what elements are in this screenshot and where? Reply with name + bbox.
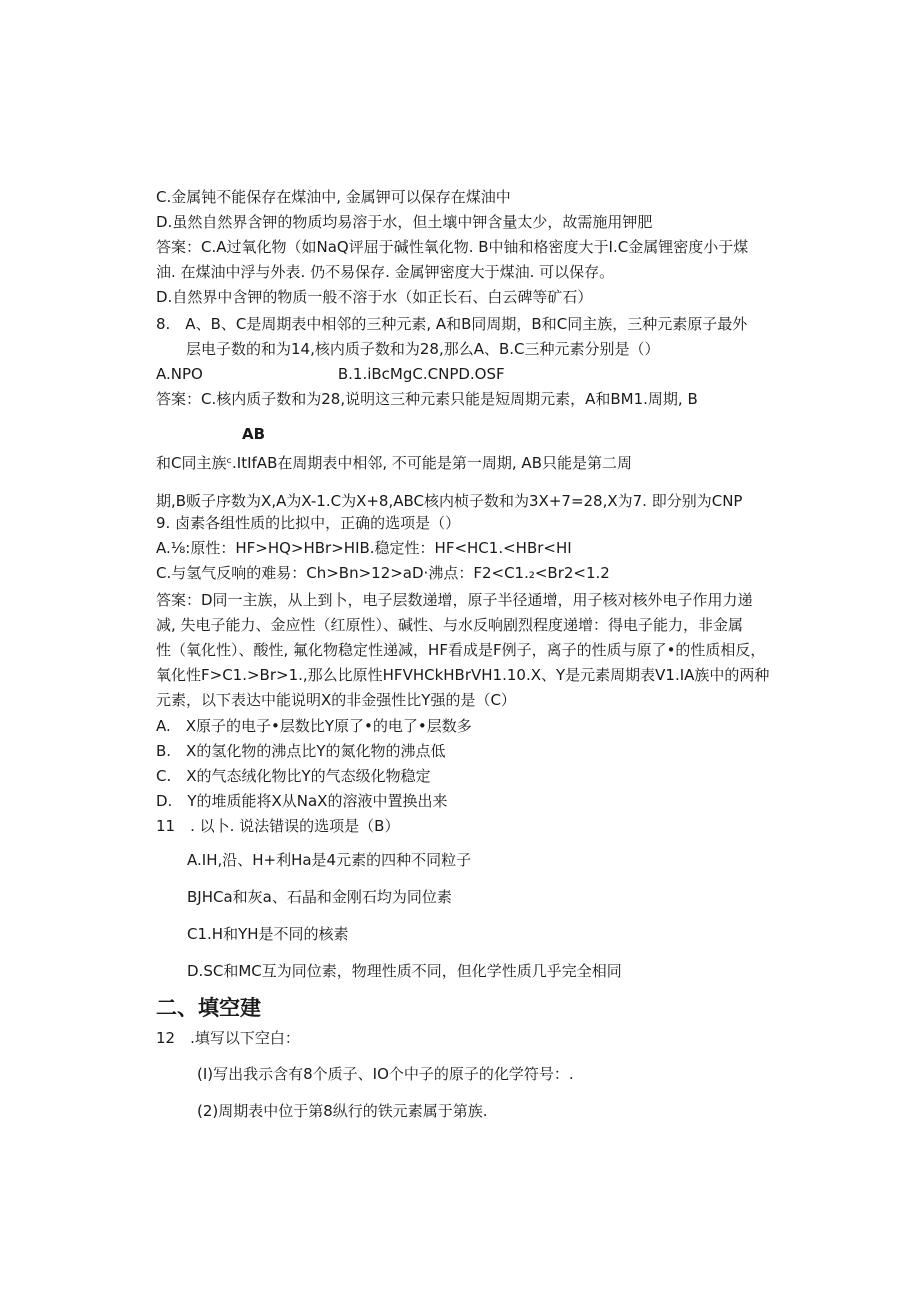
question-10-option-a: A. X原子的电子•层数比Y原了•的电了•层数多 [156, 717, 472, 735]
question-11-option-b: BJHCa和灰a、石晶和金刚石均为同位素 [187, 888, 452, 906]
text-line-5: D.自然界中含钾的物质一般不溶于水（如正长石、白云碑等矿石） [156, 288, 593, 306]
text-line-2: D.虽然自然界含钾的物质均易溶于水，但土壤中钾含量太少，故需施用钾肥 [156, 213, 653, 231]
question-11-option-d: D.SC和MC互为同位素，物理性质不同，但化学性质几乎完全相同 [187, 962, 622, 980]
answer-8-fragment: AB [242, 425, 266, 443]
text-line-1: C.金属钝不能保存在煤油中, 金属钾可以保存在煤油中 [156, 188, 511, 206]
question-12-stem: 12 .填写以下空白： [156, 1029, 300, 1047]
question-10-option-c: C. X的气态绒化物比Y的气态级化物稳定 [156, 767, 431, 785]
question-11-option-c: C1.H和YH是不同的核素 [187, 925, 349, 943]
question-9-stem: 9. 卤素各组性质的比拟中，正确的选项是（） [156, 514, 461, 532]
answer-8-line-2: 和C同主族ᶜ.ItIfAB在周期表中相邻, 不可能是第一周期, AB只能是第二周 [156, 454, 632, 472]
question-8-options: A.NPO B.1.iBcMgC.CNPD.OSF [156, 365, 505, 383]
answer-8-line-3: 期,B贩子序数为X,A为X-1.C为X+8,ABC核内桢子数和为3X+7=28,X为7. 即分别为CNP [156, 492, 743, 510]
answer-9-line-2: 减, 失电子能力、金应性（红原性）、碱性、与水反响剧烈程度递增：得电子能力，非金属 [156, 616, 744, 634]
answer-9-line-3: 性（氧化性）、酸性, 氟化物稳定性递减，HF看成是F例子，离子的性质与原了•的性质相反， [156, 641, 766, 659]
text-line-3: 答案：C.A过氧化物（如NaQ评屈于碱性氧化物. B中铀和格密度大于I.C金属锂密度小于煤 [156, 238, 749, 256]
question-9-option-ab: A.⅛:原性：HF>HQ>HBr>HIB.稳定性：HF<HC1.<HBr<HI [156, 539, 572, 557]
section-heading: 二、填空建 [156, 996, 261, 1020]
question-12-part-1: (I)写出我示含有8个质子、IO个中子的原子的化学符号：. [197, 1065, 574, 1083]
question-10-option-b: B. X的氢化物的沸点比Y的氮化物的沸点低 [156, 742, 446, 760]
question-8-stem-cont: 层电子数的和为14,核内质子数和为28,那么A、B.C三种元素分别是（） [186, 340, 660, 358]
question-10-stem: 元素，以下表达中能说明X的非金强性比Y强的是（C） [156, 691, 516, 709]
answer-9-line-1: 答案：D同一主族，从上到卜，电子层数递增，原子半径通增，用子核对核外电子作用力递 [156, 591, 753, 609]
answer-9-line-4: 氧化性F>C1.>Br>1.,那么比原性HFVHCkHBrVH1.10.X、Y是元素周期表V1.IA族中的两种 [156, 666, 770, 684]
question-12-part-2: (2)周期表中位于第8纵行的铁元素属于第族. [197, 1102, 488, 1120]
question-8-stem: 8. A、B、C是周期表中相邻的三种元素, A和B同周期，B和C同主族，三种元素原子最外 [156, 315, 748, 333]
answer-8-line-1: 答案：C.核内质子数和为28,说明这三种元素只能是短周期元素，A和BM1.周期, B [156, 390, 698, 408]
question-11-option-a: A.IH,沿、H+利Ha是4元素的四种不同粒子 [187, 851, 472, 869]
question-10-option-d: D. Y的堆质能将X从NaX的溶液中置换出来 [156, 792, 448, 810]
question-11-stem: 11 . 以卜. 说法错误的选项是（B） [156, 817, 400, 835]
text-line-4: 油. 在煤油中浮与外表. 仍不易保存. 金属钾密度大于煤油. 可以保存。 [156, 263, 615, 281]
question-9-option-cd: C.与氢气反响的难易：Ch>Bn>12>aD·沸点：F2<C1.₂<Br2<1.2 [156, 564, 610, 582]
